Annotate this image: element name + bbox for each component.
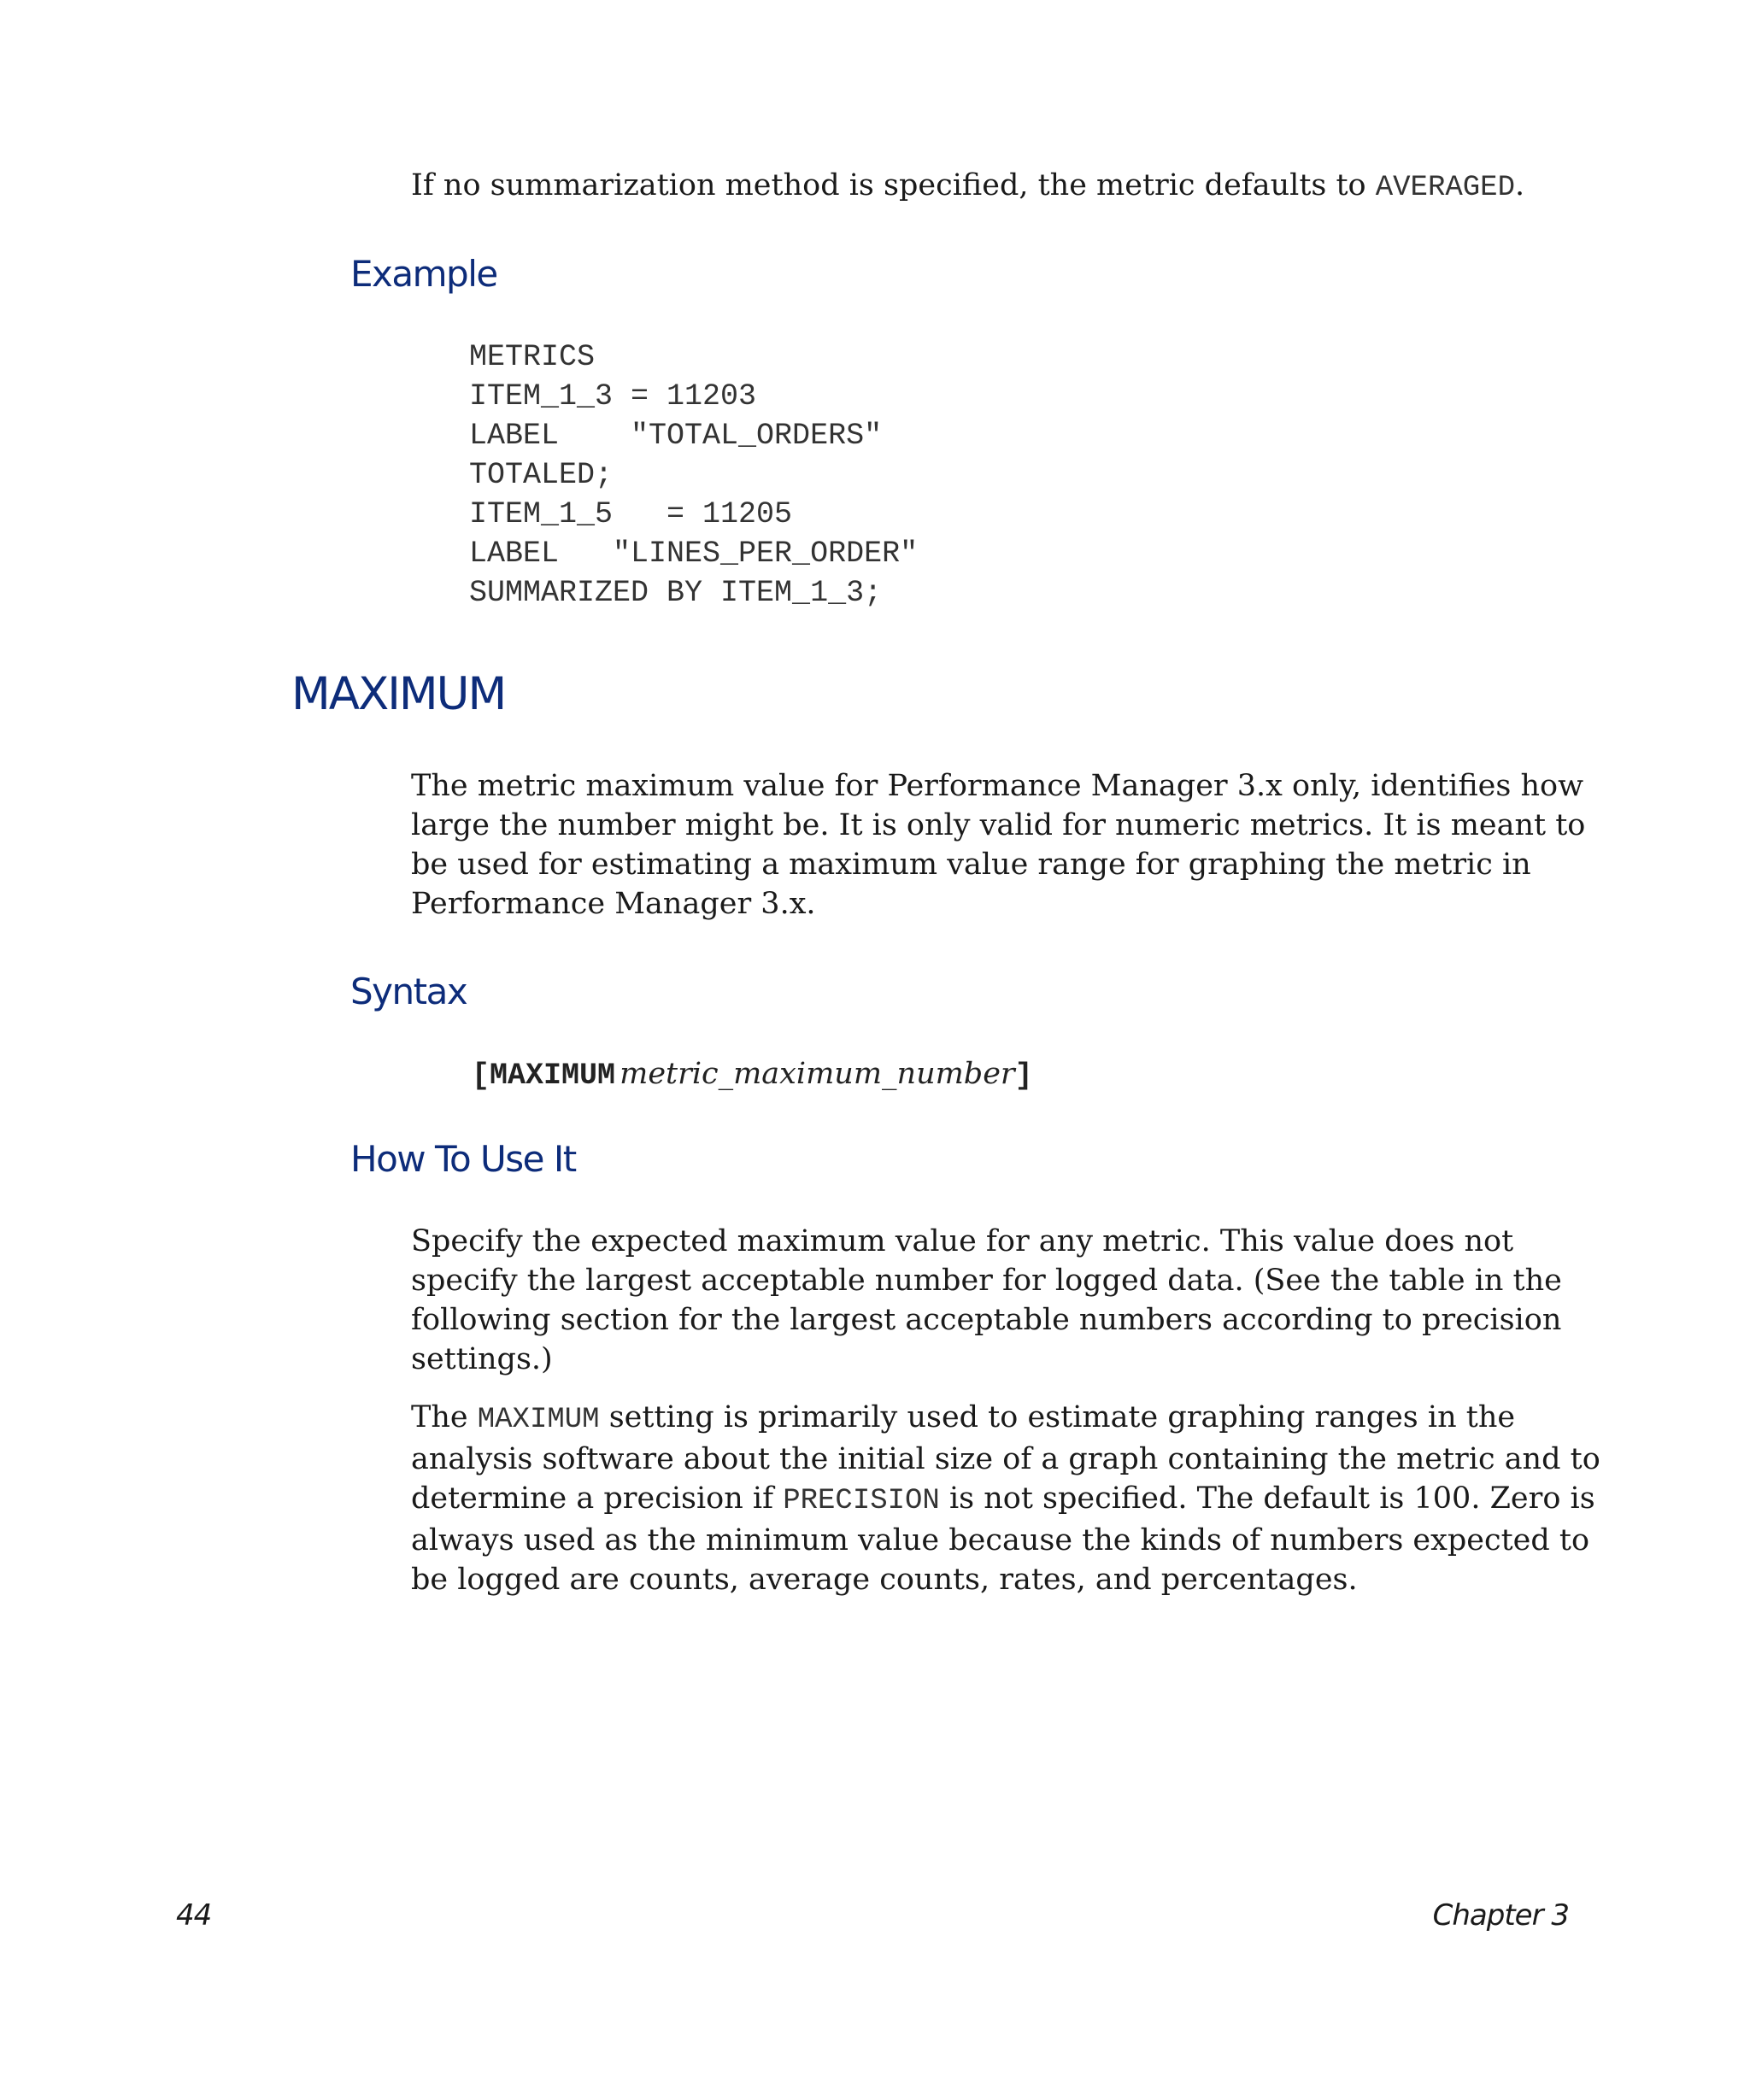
syntax-heading: Syntax bbox=[350, 971, 467, 1012]
code-line: METRICS bbox=[469, 340, 596, 374]
code-line: ITEM_1_3 = 11203 bbox=[469, 379, 757, 414]
text-line: large the number might be. It is only valid for numeric metrics. It is meant to bbox=[411, 808, 1586, 842]
code-line: ITEM_1_5 = 11205 bbox=[469, 497, 793, 531]
text-line bbox=[411, 1479, 1600, 1521]
text-line: Performance Manager 3.x. bbox=[411, 887, 816, 921]
maximum-description bbox=[411, 766, 1585, 924]
text-span: determine a precision if bbox=[411, 1481, 784, 1516]
example-code-block bbox=[469, 337, 918, 613]
text-line: settings.) bbox=[411, 1342, 553, 1376]
text-line: analysis software about the initial size of a graph containing the metric and to bbox=[411, 1442, 1600, 1476]
code-line: SUMMARIZED BY ITEM_1_3; bbox=[469, 576, 883, 610]
inline-code-averaged: AVERAGED bbox=[1375, 172, 1515, 204]
code-line: TOTALED; bbox=[469, 458, 614, 492]
text-span: setting is primarily used to estimate graphing ranges in the bbox=[599, 1400, 1516, 1434]
text-line: following section for the largest acceptable numbers according to precision bbox=[411, 1303, 1562, 1337]
text-line bbox=[411, 1398, 1600, 1440]
how-to-use-paragraph-1 bbox=[411, 1222, 1562, 1379]
intro-period: . bbox=[1514, 168, 1525, 202]
inline-code-precision: PRECISION bbox=[783, 1485, 940, 1517]
text-line: specify the largest acceptable number for logged data. (See the table in the bbox=[411, 1264, 1562, 1298]
how-to-use-heading: How To Use It bbox=[350, 1138, 576, 1180]
text-line: be logged are counts, average counts, rates, and percentages. bbox=[411, 1563, 1358, 1597]
intro-text: If no summarization method is specified, the metric defaults to bbox=[411, 168, 1376, 202]
syntax-keyword: [MAXIMUM bbox=[472, 1059, 616, 1093]
syntax-close-bracket: ] bbox=[1014, 1059, 1033, 1093]
inline-code-maximum: MAXIMUM bbox=[477, 1404, 600, 1436]
text-span: The bbox=[411, 1400, 478, 1434]
syntax-parameter: metric_maximum_number bbox=[620, 1057, 1015, 1091]
code-line: LABEL "LINES_PER_ORDER" bbox=[469, 537, 919, 571]
syntax-line bbox=[472, 1054, 1033, 1099]
page-number: 44 bbox=[176, 1898, 212, 1933]
example-heading: Example bbox=[350, 253, 497, 295]
code-line: LABEL "TOTAL_ORDERS" bbox=[469, 419, 883, 453]
text-span: is not specified. The default is 100. Zero is bbox=[939, 1481, 1595, 1516]
text-line: always used as the minimum value because the kinds of numbers expected to bbox=[411, 1523, 1590, 1557]
chapter-label: Chapter 3 bbox=[1432, 1898, 1569, 1933]
how-to-use-paragraph-2 bbox=[411, 1398, 1600, 1599]
text-line: The metric maximum value for Performance Manager 3.x only, identifies how bbox=[411, 769, 1584, 803]
intro-paragraph bbox=[411, 166, 1524, 208]
maximum-heading: MAXIMUM bbox=[291, 668, 506, 720]
text-line: Specify the expected maximum value for any metric. This value does not bbox=[411, 1224, 1514, 1258]
text-line: be used for estimating a maximum value range for graphing the metric in bbox=[411, 848, 1531, 882]
